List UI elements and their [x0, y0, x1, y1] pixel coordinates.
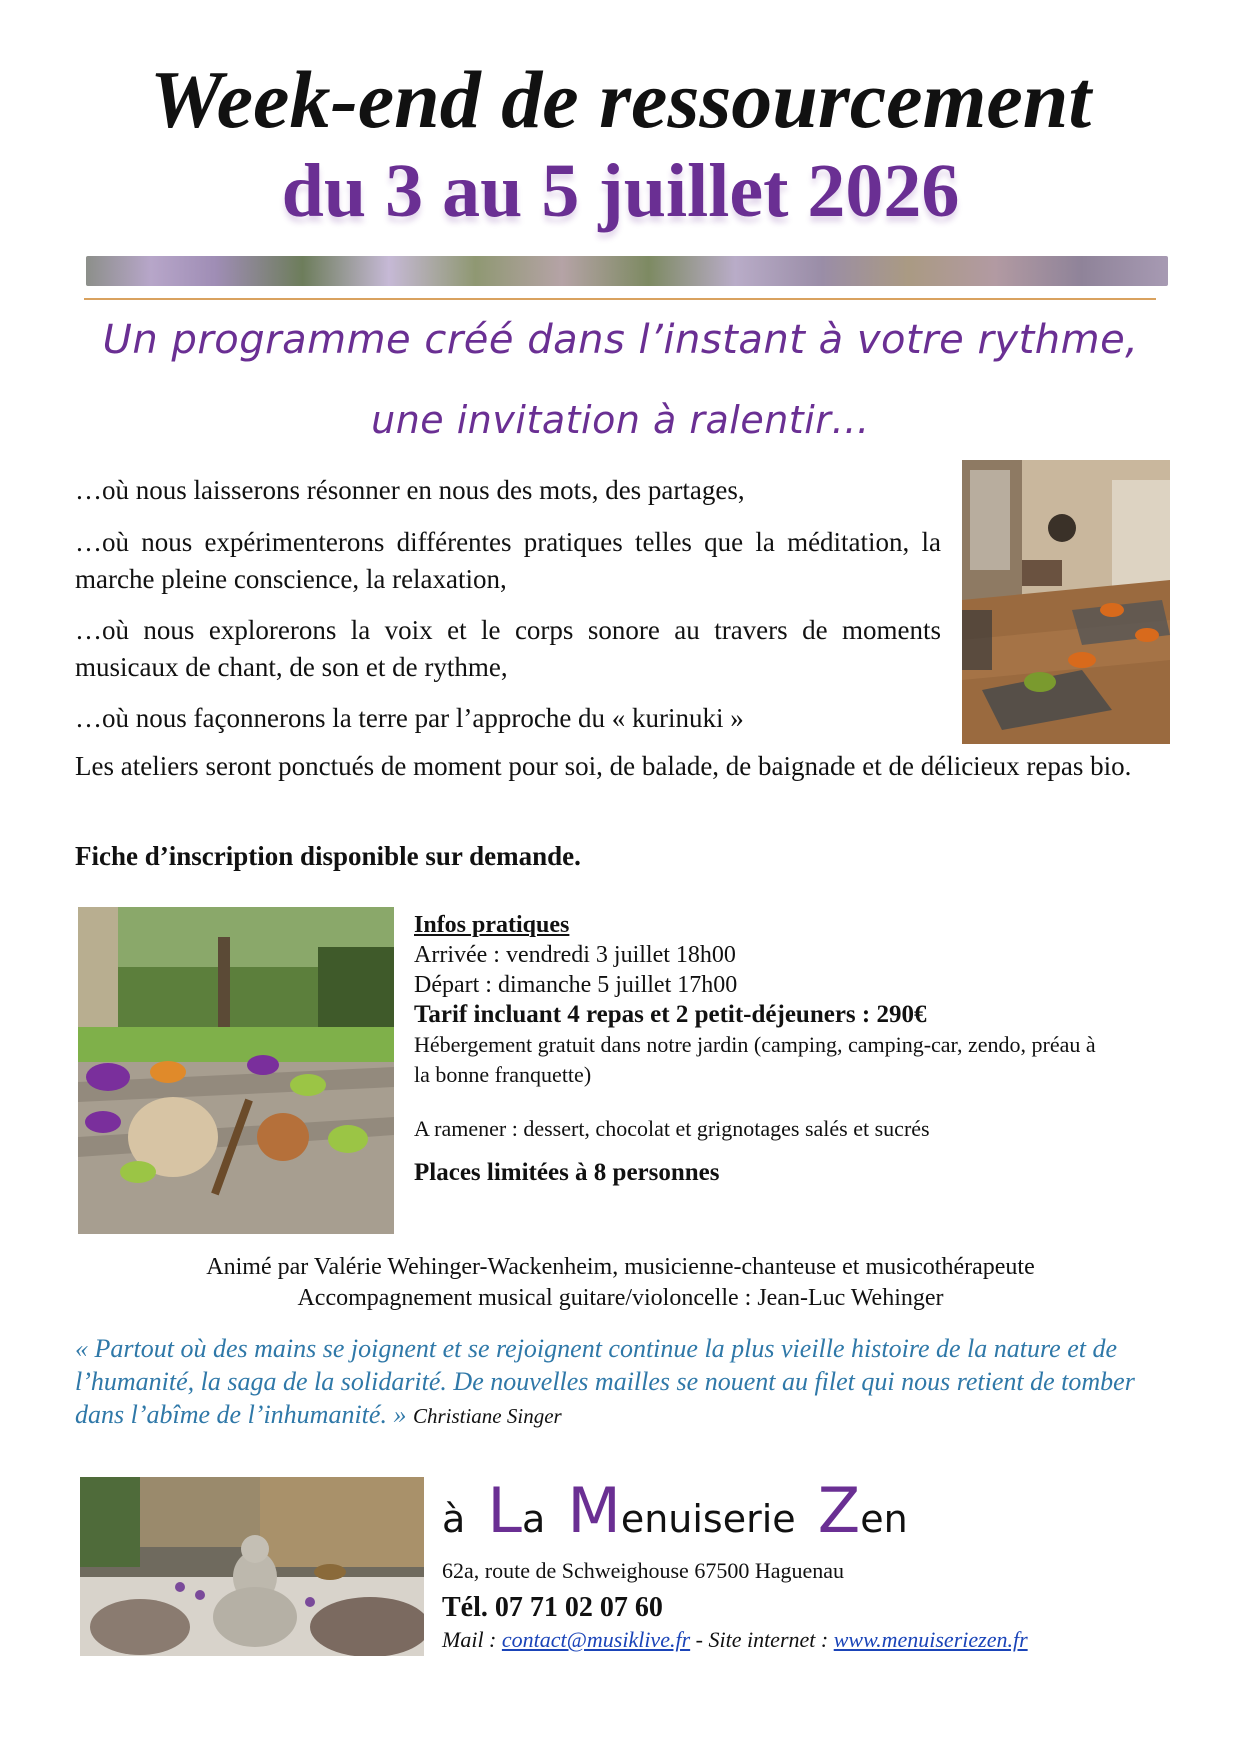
- event-dates: du 3 au 5 juillet 2026: [281, 149, 960, 233]
- intro-paragraph: …où nous explorerons la voix et le corps sonore au travers de moments musicaux de chant, de son et de rythme,: [75, 615, 941, 682]
- page-title: Week-end de ressourcement: [149, 54, 1092, 145]
- intro-paragraph: Les ateliers seront ponctués de moment pour soi, de balade, de baignade et de délicieux repas bio.: [75, 751, 1132, 781]
- venue-prefix: à: [442, 1497, 466, 1541]
- arrival-info: Arrivée : vendredi 3 juillet 18h00: [414, 942, 736, 968]
- venue-phone: Tél. 07 71 02 07 60: [442, 1592, 663, 1623]
- host-line-1: Animé par Valérie Wehinger-Wackenheim, musicienne-chanteuse et musicothérapeute: [206, 1254, 1035, 1280]
- venue-word-a: a: [521, 1497, 546, 1541]
- mail-link[interactable]: contact@musiklive.fr: [501, 1627, 691, 1652]
- price-info: Tarif incluant 4 repas et 2 petit-déjeuners : 290€: [414, 1001, 927, 1028]
- subtitle-line-2: une invitation à ralentir…: [371, 398, 870, 442]
- departure-info: Départ : dimanche 5 juillet 17h00: [414, 972, 738, 998]
- venue-name: [442, 1474, 908, 1552]
- places-info: Places limitées à 8 personnes: [414, 1159, 720, 1186]
- contact-line: [442, 1625, 1028, 1655]
- quote-author: Christiane Singer: [412, 1404, 562, 1428]
- venue-word-en: en: [860, 1497, 908, 1541]
- venue-initial-z: Z: [817, 1474, 861, 1547]
- host-line-2: Accompagnement musical guitare/violoncelle : Jean-Luc Wehinger: [297, 1285, 944, 1311]
- venue-initial-l: L: [487, 1474, 522, 1547]
- garden-instruments-photo: [78, 907, 394, 1234]
- website-link[interactable]: www.menuiseriezen.fr: [833, 1627, 1028, 1652]
- intro-paragraph: …où nous expérimenterons différentes pratiques telles que la méditation, la marche pleine conscience, la relaxation,: [75, 527, 941, 594]
- site-label: - Site internet :: [695, 1627, 829, 1652]
- bring-info: A ramener : dessert, chocolat et grignotages salés et sucrés: [414, 1116, 930, 1141]
- venue-initial-m: M: [567, 1474, 621, 1547]
- quote-text: « Partout où des mains se joignent et se rejoignent continue la plus vieille histoire de la nature et de l’humanité, la saga de la solidarité. De nouvelles mailles se nouent au filet qui nous retient de tomber dans l’abîme de l’inhumanité. »: [75, 1334, 1135, 1429]
- practical-info: [414, 910, 1134, 1188]
- quote-block: [75, 1332, 1165, 1433]
- hosts-credit: [0, 1252, 1241, 1314]
- meditation-room-photo: [962, 460, 1170, 744]
- practical-info-heading: Infos pratiques: [414, 912, 570, 938]
- intro-paragraph: …où nous façonnerons la terre par l’approche du « kurinuki »: [75, 703, 744, 733]
- venue-word-menuiserie: enuiserie: [620, 1497, 796, 1541]
- venue-address: 62a, route de Schweighouse 67500 Haguenau: [442, 1558, 845, 1583]
- registration-note: Fiche d’inscription disponible sur demande.: [75, 841, 581, 871]
- subtitle-line-1: Un programme créé dans l’instant à votre rythme,: [102, 317, 1139, 363]
- decorative-banner-image: [86, 256, 1168, 286]
- divider-line: [84, 298, 1156, 300]
- lodging-info: Hébergement gratuit dans notre jardin (camping, camping-car, zendo, préau à la bonne franquette): [414, 1032, 1096, 1087]
- buddha-garden-photo: [80, 1477, 424, 1656]
- mail-label: Mail :: [442, 1627, 497, 1652]
- intro-paragraph: …où nous laisserons résonner en nous des mots, des partages,: [75, 475, 745, 505]
